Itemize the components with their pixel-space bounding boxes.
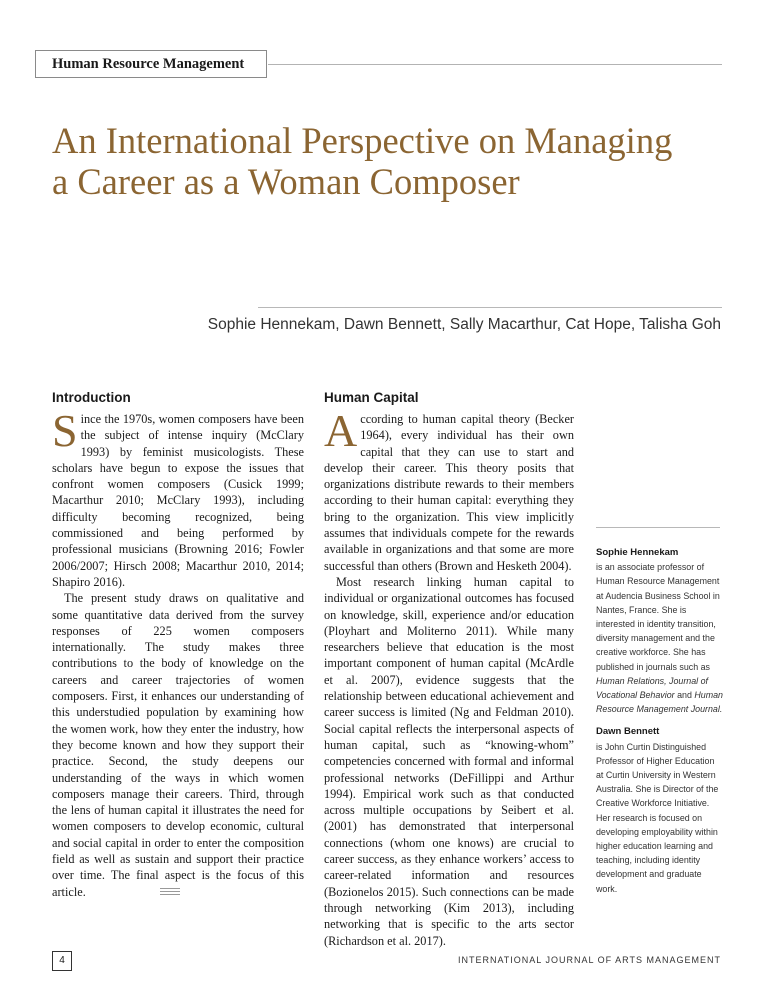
bio-text-bennett: is John Curtin Distinguished Professor of Higher Education at Curtin University in Western Australia. She is Director of the Creative Workforce Initiative. Her research is focused on developing employability within higher education learning and teaching, including identity development and graduate work. — [596, 741, 719, 894]
bio-text-hennekam-main: is an associate professor of Human Resource Management at Audencia Business School in Nantes, France. She is interested in identity transition, diversity management and the creative workforce. She has published in journals such as — [596, 562, 720, 672]
introduction-paragraph-1 — [52, 405, 304, 590]
section-end-ornament — [160, 888, 180, 897]
introduction-paragraph-2: The present study draws on qualitative and some quantitative data derived from the survey responses of 225 women composers internationally. The study makes three contributions to the body of knowledge on the careers and career trajectories of women composers. First, it enhances our understanding of this understudied population by examining how the women work, how they enter the industry, how they become known and how they support their practice. Second, the study deepens our understanding of the ways in which women composers manage their careers. Third, through the lens of human capital it illustrates the need for women composers to develop economic, cultural and social capital in order to enter the composition field as well as sustain and support their practice over time. The final aspect is the focus of this article. — [52, 591, 304, 899]
bio-name-hennekam: Sophie Hennekam — [596, 547, 679, 558]
human-capital-paragraph-1 — [324, 405, 574, 574]
article-title — [52, 120, 732, 202]
header-rule — [268, 64, 722, 65]
sidebar-rule — [596, 527, 720, 528]
bio-journal-1: Human Relations, Journal of Vocational Behavior — [596, 675, 708, 701]
human-capital-paragraph-1-text: ccording to human capital theory (Becker 1964), every individual has their own capital that they can use to start and develop their career. This theory posits that organizations distribute rewards to their members according to their human capital: everything they bring to the organization. This view implicitly assumes that individuals compete for the rewards available in organizations and that some are more successful than others (Brown and Hesketh 2004). — [324, 412, 574, 573]
bio-and: and — [674, 690, 695, 701]
bio-name-bennett: Dawn Bennett — [596, 726, 660, 738]
authors-rule — [258, 307, 722, 308]
title-line-1: An International Perspective on Managing — [52, 120, 673, 161]
section-tag: Human Resource Management — [35, 50, 267, 78]
human-capital-paragraph-2: Most research linking human capital to individual or organizational outcomes has focused on knowledge, skill, experience and/or education (Ployhart and Moliterno 2011). While many researchers believe that education is the most important component of human capital (McArdle et al. 2007), evidence suggests that the relationship between educational achievement and career success is limited (Ng and Feldman 2010). Social capital reflects the interpersonal aspects of human capital, such as “knowing-whom” competencies concerned with formal and informal professional networks (DeFillippi and Arthur 1994). Empirical work such as that conducted across multiple occupations by Seibert et al. (2001) has demonstrated that interpersonal connections (whom one knows) are crucial to career success, as they enhance workers’ access to career-related information and resources (Bozionelos 2015). Such connections can be made through networking (Kim 2013), including networking that is specific to the arts sector (Richardson et al. 2017). — [324, 574, 574, 948]
column-introduction — [52, 389, 304, 900]
dropcap-s: S — [52, 405, 78, 456]
page-number: 4 — [52, 951, 72, 971]
author-list: Sophie Hennekam, Dawn Bennett, Sally Macarthur, Cat Hope, Talisha Goh — [207, 316, 721, 333]
column-human-capital — [324, 389, 574, 949]
introduction-heading: Introduction — [52, 390, 131, 405]
introduction-paragraph-1-text: ince the 1970s, women composers have been the subject of intense inquiry (McClary 1993) by feminist musicologists. These scholars have begun to expose the issues that confront women composers (Cusick 1999; Macarthur 2010; McClary 1993), including difficulty becoming recognized, being commissioned and being performed by professional musicians (Browning 2016; Fowler 2006/2007; Hirsch 2008; Macarthur 2010, 2014; Shapiro 2016). — [52, 412, 304, 589]
journal-name: INTERNATIONAL JOURNAL OF ARTS MANAGEMENT — [457, 955, 721, 965]
human-capital-heading: Human Capital — [324, 390, 419, 405]
bio-journal-2: Human Resource Management Journal. — [596, 690, 723, 715]
author-bios-sidebar — [596, 546, 724, 905]
title-line-2: a Career as a Woman Composer — [52, 161, 520, 202]
dropcap-a: A — [324, 405, 358, 456]
bio-text-hennekam — [596, 560, 724, 716]
